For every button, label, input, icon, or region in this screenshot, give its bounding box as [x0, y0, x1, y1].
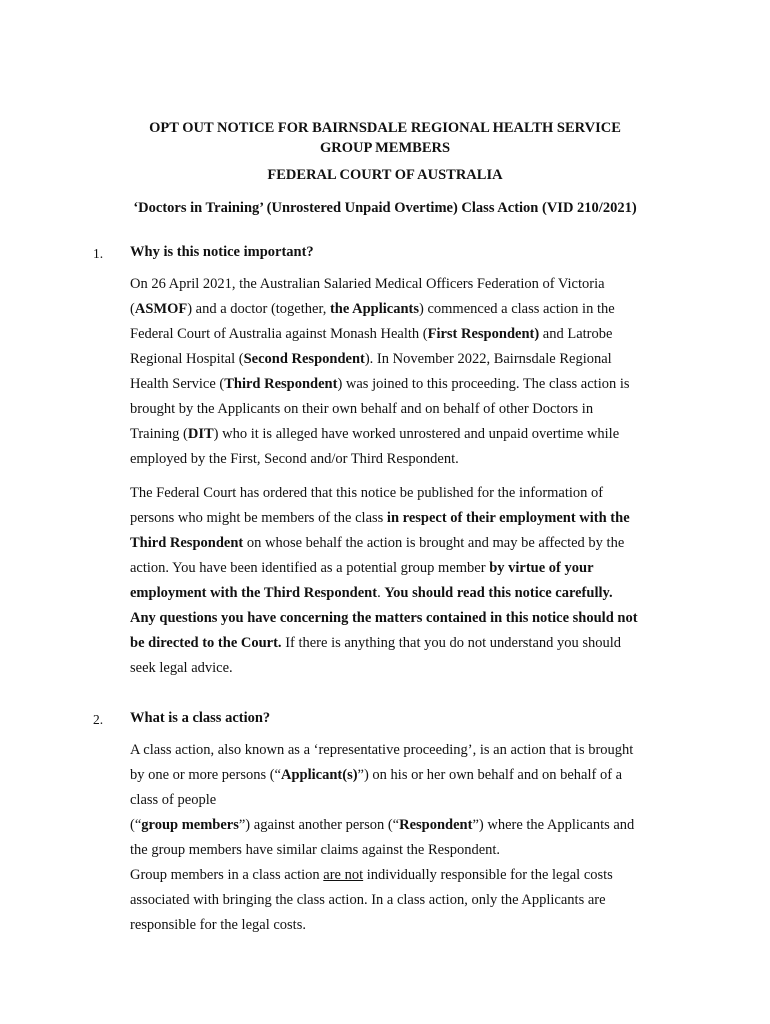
title-line-1: OPT OUT NOTICE FOR BAIRNSDALE REGIONAL HEALTH SERVICE [149, 120, 621, 136]
title-line-2: GROUP MEMBERS [319, 140, 451, 156]
notice-title [100, 118, 670, 158]
section-2-number: 2. [93, 712, 104, 727]
section-1-paragraph-2: The Federal Court has ordered that this notice be published for the information of persons who might be members of the class in respect of their employment with the Third Respondent on whose behalf the action is brought and may be affected by the action. You have been identified as a potential group member by virtue of your employment with the Third Respondent. You should read this notice carefully. Any questions you have concerning the matters contained in this notice should not be directed to the Court. If there is anything that you do not understand you should seek legal advice. [130, 485, 638, 676]
section-2-paragraph-1: A class action, also known as a ‘representative proceeding’, is an action that is brought by one or more persons (“Applicant(s)”) on his or her own behalf and on behalf of a class of people (“group members”) against another person (“Respondent”) where the Applicants and the group members have similar claims against the Respondent. Group members in a class action are not individually responsible for the legal costs associated with bringing the class action. In a class action, only the Applicants are responsible for the legal costs. [130, 742, 635, 933]
section-1-heading: Why is this notice important? [130, 244, 314, 260]
section-2-heading: What is a class action? [130, 710, 271, 726]
court-name: FEDERAL COURT OF AUSTRALIA [267, 167, 503, 183]
section-1-number: 1. [93, 246, 104, 261]
section-1-paragraph-1: On 26 April 2021, the Australian Salaried Medical Officers Federation of Victoria (ASMOF) and a doctor (together, the Applicants) commenced a class action in the Federal Court of Australia against Monash Health (First Respondent) and Latrobe Regional Hospital (Second Respondent). In November 2022, Bairnsdale Regional Health Service (Third Respondent) was joined to this proceeding. The class action is brought by the Applicants on their own behalf and on behalf of other Doctors in Training (DIT) who it is alleged have worked unrostered and unpaid overtime while employed by the First, Second and/or Third Respondent. [130, 276, 630, 467]
case-name: ‘Doctors in Training’ (Unrostered Unpaid Overtime) Class Action (VID 210/2021) [133, 200, 637, 216]
